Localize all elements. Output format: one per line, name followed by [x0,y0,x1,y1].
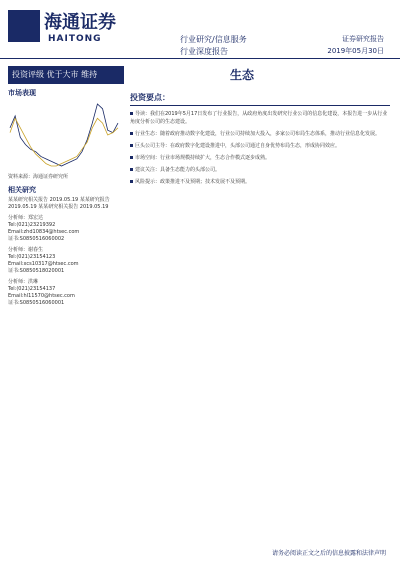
analyst-line: Email:zhd10834@htsec.com [8,229,80,235]
report-type: 行业深度报告 [180,47,228,56]
rating-banner: 投资评级 优于大市 维持 [8,66,124,84]
analyst-line: Tel:(021)23219392 [8,222,56,228]
analyst-line: 分析师：谢春生 [8,247,44,253]
footer-disclaimer: 请务必阅读正文之后的信息披露和法律声明 [271,550,386,557]
analyst-line: Tel:(021)23154123 [8,254,56,260]
analyst-line: Tel:(021)23154137 [8,286,56,292]
analyst-line: 分析师：洪琳 [8,279,39,285]
highlight-paragraph: 行业生态：随着政府推动数字化建设，行业公司持续加大投入，多家公司布局生态体系，推动行业信息化发展。 [130,130,390,138]
bullet-icon [130,132,133,135]
bullet-icon [130,156,133,159]
header-right-label: 证券研究报告 [342,35,384,43]
investment-highlights [130,92,390,190]
header-subtitle: 行业研究/信息服务 [180,35,247,44]
analyst-line: 证书:S0850516060001 [8,300,65,306]
header-divider [0,58,400,59]
logo-mark-icon [8,10,40,42]
market-performance-chart [8,100,120,170]
bullet-icon [130,180,133,183]
series-line-1 [10,118,118,166]
report-date: 2019年05月30日 [327,47,384,55]
bullet-icon [130,144,133,147]
chart-source: 资料来源：海通证券研究所 [8,174,69,180]
market-performance-title: 市场表现 [8,89,36,97]
bullet-icon [130,168,133,171]
analyst-line: Email:xcs10317@htsec.com [8,261,79,267]
highlight-paragraph: 导读：我们在2019年5月17日发布了行业报告，从政府角度出发研究行业公司的信息化建设，本报告进一步从行业角度分析公司的生态建设。 [130,111,388,125]
highlight-paragraph: 巨头公司主导：在政府数字化建设推进中，头部公司通过自身优势布局生态，形成协同效应。 [130,142,390,150]
analyst-line: 证书:S0850516060002 [8,236,65,242]
analyst-line: 分析师：郑宏达 [8,215,44,221]
left-column [8,88,120,307]
logo-text-zh: 海通证券 [44,12,116,33]
report-header [0,0,400,56]
related-research-title: 相关研究 [8,186,36,194]
report-title: 生态 [230,68,255,82]
highlight-paragraph: 风险提示：政策推进不及预期；技术发展不及预期。 [130,178,390,186]
highlight-paragraph: 建议关注：具备生态能力的头部公司。 [130,166,390,174]
investment-divider [130,105,390,106]
series-line-0 [10,104,118,166]
investment-title: 投资要点： [130,93,170,102]
bullet-icon [130,112,133,115]
analyst-line: Email:hl11570@htsec.com [8,293,75,299]
analyst-line: 证书:S0850518020001 [8,268,65,274]
analyst-list [8,215,120,307]
logo-text-en: HAITONG [48,34,102,44]
related-research-list: 某某研究相关报告 2019.05.19 某某研究报告 2019.05.19 某某研究相关报告 2019.05.19 [8,197,110,210]
highlight-paragraph: 市场空间：行业市场规模持续扩大，生态合作模式逐步成熟。 [130,154,390,162]
